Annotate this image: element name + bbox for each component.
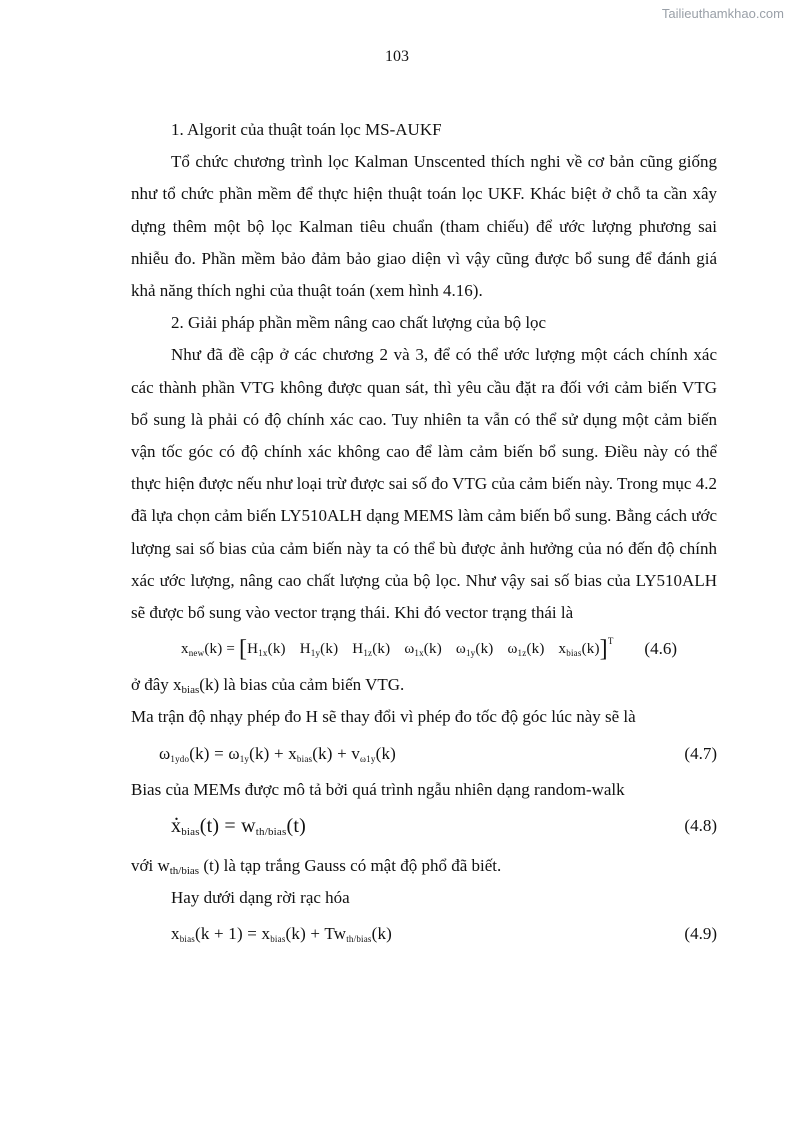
equation-4-6 xyxy=(131,629,717,669)
paragraph-1: Tổ chức chương trình lọc Kalman Unscented thích nghi về cơ bản cũng giống như tổ chức phần mềm để thực hiện thuật toán lọc UKF. Khác biệt ở chỗ ta cần xây dựng thêm một bộ lọc Kalman tiêu chuẩn (tham chiếu) để ước lượng phương sai nhiễu đo. Phần mềm bảo đảm bảo giao diện vì vậy cũng được bổ sung để đánh giá khả năng thích nghi của thuật toán (xem hình 4.16). xyxy=(131,152,717,301)
equation-4-6-formula: $x_{new}(k) = [H_{1x}(k)$ $H_{1y}(k)$ $H_{1z}(k)$ $\omega_{1x}(k)$ $\omega_{1y}(k)$ $\omega_{1z}(k)$ $x_{bias}(k)]^T$ xyxy=(181,636,614,663)
equation-4-6-number: (4.6) xyxy=(644,639,677,659)
equation-4-7-number: (4.7) xyxy=(684,743,717,763)
line-mems: Bias của MEMs được mô tả bởi quá trình ngẫu nhiên dạng random-walk xyxy=(131,779,625,799)
page-number: 103 xyxy=(385,48,409,65)
section-2-title: 2. Giải pháp phần mềm nâng cao chất lượng của bộ lọc xyxy=(171,313,547,333)
equation-4-8 xyxy=(131,806,717,850)
equation-4-7-formula: $\omega_{1ydo}(k) = \omega_{1y}(k) + x_{bias}(k) + v_{\omega 1y}(k)$ xyxy=(159,743,397,764)
line-bias: ở đây $x_{bias}(k)$ là bias của cảm biến VTG. xyxy=(131,675,405,697)
paragraph-2: Như đã đề cập ở các chương 2 và 3, để có thể ước lượng một cách chính xác các thành phần VTG không được quan sát, thì yêu cầu đặt ra đối với cảm biến VTG bổ sung là phải có độ chính xác cao. Tuy nhiên ta vẫn có thể sử dụng một cảm biến vận tốc góc có độ chính xác không cao để làm cảm biến bổ sung. Điều này có thể thực hiện được nếu như loại trừ được sai số đo VTG của cảm biến này. Trong mục 4.2 đã lựa chọn cảm biến LY510ALH dạng MEMS làm cảm biến bổ sung. Bằng cách ước lượng sai số bias của cảm biến này ta có thể bù được ảnh hưởng của nó đến độ chính xác ước lượng, nâng cao chất lượng của bộ lọc. Như vậy sai số bias của LY510ALH sẽ được bổ sung vào vector trạng thái. Khi đó vector trạng thái là xyxy=(131,345,717,623)
equation-4-9 xyxy=(131,914,717,954)
line-discrete: Hay dưới dạng rời rạc hóa xyxy=(171,888,350,908)
document-body xyxy=(131,114,717,954)
equation-4-7 xyxy=(131,734,717,774)
equation-4-8-number: (4.8) xyxy=(684,815,717,835)
equation-4-9-number: (4.9) xyxy=(684,924,717,944)
line-matrix: Ma trận độ nhạy phép đo H sẽ thay đổi vì phép đo tốc độ góc lúc này sẽ là xyxy=(131,707,636,727)
equation-4-8-formula: . $x_{bias}(t) = w_{th/bias}(t)$ xyxy=(171,810,306,842)
watermark: Tailieuthamkhao.com xyxy=(661,6,784,21)
section-1-title: 1. Algorit của thuật toán lọc MS-AUKF xyxy=(171,120,442,139)
equation-4-9-formula: $x_{bias}(k + 1) = x_{bias}(k) + Tw_{th/bias}(k)$ xyxy=(171,924,393,945)
line-noise: với $w_{th/bias}$ (t) là tạp trắng Gauss có mật độ phổ đã biết. xyxy=(131,855,502,877)
